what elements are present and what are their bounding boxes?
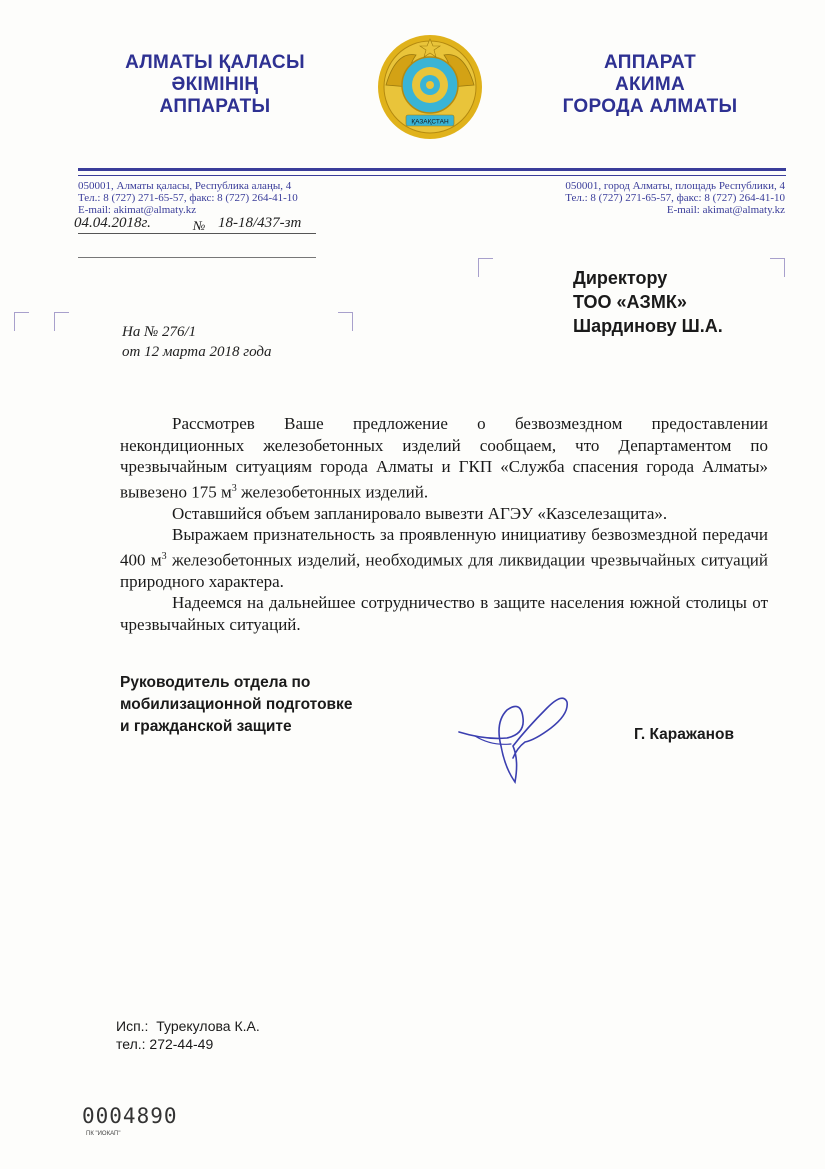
date-underline (78, 233, 316, 234)
corner-mark-right-1 (478, 258, 493, 277)
corner-mark-right-2 (770, 258, 785, 277)
executor-line (116, 1017, 260, 1035)
address-left (78, 180, 298, 216)
header-rule-thick (78, 168, 786, 171)
emblem-ribbon-text: ҚАЗАҚСТАН (411, 118, 449, 126)
address-left-line-3: E-mail: akimat@almaty.kz (78, 204, 197, 216)
signatory-position-line-2: мобилизационной подготовке (120, 696, 353, 713)
paragraph-1-text-a: Рассмотрев Ваше предложение о безвозмездном предоставлении некондиционных железобетонных изделий сообщаем, что Департаментом по чрезвычайным ситуациям города Алматы и ГКП «Служба спасения города Алматы» вывезено 175 м (120, 414, 768, 502)
state-emblem-icon (376, 33, 484, 141)
signatory-position-line-3: и гражданской защите (120, 718, 292, 735)
executor-block (116, 1017, 260, 1053)
recipient-line-3: Шардинову Ш.А. (573, 316, 723, 336)
form-serial-number: 0004890 (82, 1104, 178, 1128)
recipient-line-1: Директору (573, 268, 668, 288)
reference-date: от 12 марта 2018 года (122, 344, 272, 360)
paragraph-1 (120, 413, 768, 503)
reference-number: На № 276/1 (122, 324, 197, 340)
document-number: 18-18/437-зт (218, 215, 302, 231)
blank-underline (78, 257, 316, 258)
address-right-line-2: Тел.: 8 (727) 271-65-57, факс: 8 (727) 264-41-10 (565, 192, 785, 204)
paragraph-1-text-b: железобетонных изделий. (236, 482, 429, 502)
address-left-line-2: Тел.: 8 (727) 271-65-57, факс: 8 (727) 264-41-10 (78, 192, 298, 204)
handwritten-signature-icon (455, 688, 580, 790)
signatory-name: Г. Каражанов (634, 726, 734, 743)
paragraph-2: Оставшийся объем запланировало вывезти АГЭУ «Казселезащита». (172, 503, 668, 523)
corner-mark-left-3 (338, 312, 353, 331)
letter-body (120, 413, 768, 635)
header-right-title (545, 52, 755, 118)
paragraph-3-sup: 3 (161, 550, 167, 562)
paragraph-3-text-a: Выражаем признательность за проявленную инициативу безвозмездной передачи 400 м (120, 525, 768, 570)
header-left-line-2: ӘКІМІНІҢ (171, 74, 259, 95)
executor-name: Турекулова К.А. (156, 1018, 260, 1034)
corner-mark-left-1 (14, 312, 29, 331)
address-left-line-1: 050001, Алматы қаласы, Республика алаңы, 4 (78, 180, 292, 192)
printer-mark: ПК "ИОКАП" (86, 1131, 121, 1137)
header-left-title (100, 52, 330, 118)
signatory-position (120, 672, 352, 738)
address-right (565, 180, 785, 216)
header-right-line-2: АКИМА (614, 74, 686, 95)
document-number-label: № (193, 218, 206, 233)
paragraph-3 (120, 524, 768, 592)
corner-mark-left-2 (54, 312, 69, 331)
paragraph-1-sup: 3 (231, 482, 237, 494)
document-date: 04.04.2018г. (74, 215, 151, 231)
paragraph-3-text-b: железобетонных изделий, необходимых для ликвидации чрезвычайных ситуаций природного характера. (120, 550, 768, 591)
executor-phone: тел.: 272-44-49 (116, 1036, 214, 1052)
recipient-block (573, 266, 723, 338)
address-right-line-3: E-mail: akimat@almaty.kz (666, 204, 785, 216)
signatory-position-line-1: Руководитель отдела по (120, 674, 311, 691)
paragraph-4: Надеемся на дальнейшее сотрудничество в защите населения южной столицы от чрезвычайных ситуаций. (120, 593, 768, 634)
recipient-line-2: ТОО «АЗМК» (573, 292, 687, 312)
header-left-line-1: АЛМАТЫ ҚАЛАСЫ (125, 52, 305, 73)
address-right-line-1: 050001, город Алматы, площадь Республики, 4 (565, 180, 785, 192)
header-left-line-3: АППАРАТЫ (159, 96, 271, 117)
executor-label: Исп.: (116, 1018, 149, 1034)
header-right-line-3: ГОРОДА АЛМАТЫ (562, 96, 738, 117)
header-rule-thin (78, 175, 786, 176)
header-right-line-1: АППАРАТ (604, 52, 696, 73)
